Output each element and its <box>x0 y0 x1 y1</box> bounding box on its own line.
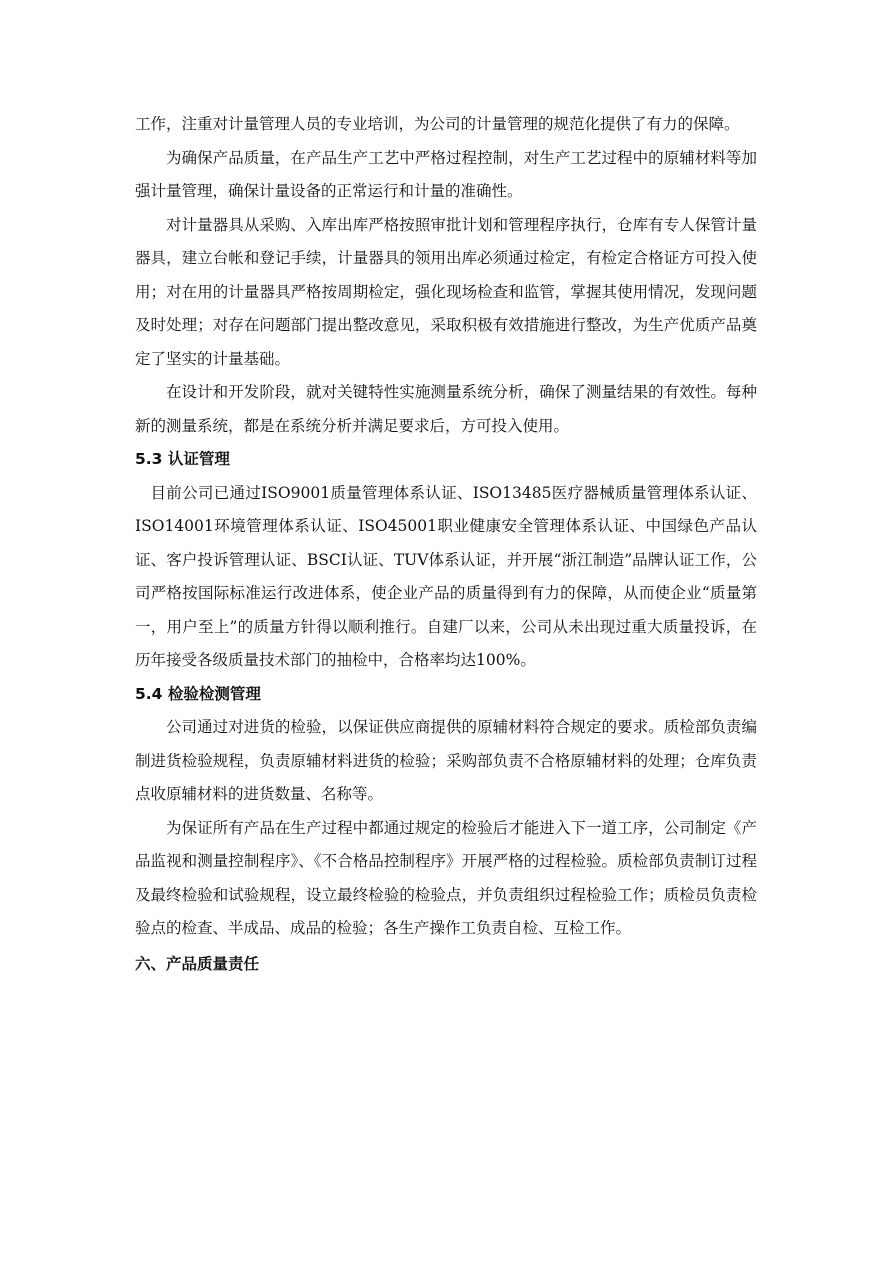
paragraph-incoming-inspection: 公司通过对进货的检验，以保证供应商提供的原辅材料符合规定的要求。质检部负责编制进货检验规程，负责原辅材料进货的检验；采购部负责不合格原辅材料的处理；仓库负责点收原辅材料的进货数量、名称等。 <box>135 718 757 803</box>
paragraph-measurement-system: 在设计和开发阶段，就对关键特性实施测量系统分析，确保了测量结果的有效性。每种新的测量系统，都是在系统分析并满足要求后，方可投入使用。 <box>135 383 757 435</box>
heading-product-quality-responsibility: 六、产品质量责任 <box>135 954 260 973</box>
heading-inspection-management: 5.4 检验检测管理 <box>135 684 261 703</box>
paragraph-process-control: 为确保产品质量，在产品生产工艺中严格过程控制，对生产工艺过程中的原辅材料等加强计量管理，确保计量设备的正常运行和计量的准确性。 <box>135 148 757 200</box>
document-page <box>135 108 757 981</box>
paragraph-instrument-management: 对计量器具从采购、入库出库严格按照审批计划和管理程序执行，仓库有专人保管计量器具，建立台帐和登记手续，计量器具的领用出库必须通过检定，有检定合格证方可投入使用；对在用的计量器具严格按周期检定，强化现场检查和监管，掌握其使用情况，发现问题及时处理；对存在问题部门提出整改意见，采取积极有效措施进行整改，为生产优质产品奠定了坚实的计量基础。 <box>135 215 757 368</box>
paragraph-certifications: 目前公司已通过ISO9001质量管理体系认证、ISO13485医疗器械质量管理体系认证、ISO14001环境管理体系认证、ISO45001职业健康安全管理体系认证、中国绿色产品认证、客户投诉管理认证、BSCI认证、TUV体系认证，并开展“浙江制造”品牌认证工作，公司严格按国际标准运行改进体系，使企业产品的质量得到有力的保障，从而使企业“质量第一，用户至上”的质量方针得以顺利推行。自建厂以来，公司从未出现过重大质量投诉，在历年接受各级质量技术部门的抽检中，合格率均达100%。 <box>135 483 757 669</box>
paragraph-metrology-training: 工作，注重对计量管理人员的专业培训，为公司的计量管理的规范化提供了有力的保障。 <box>135 115 740 133</box>
paragraph-process-inspection: 为保证所有产品在生产过程中都通过规定的检验后才能进入下一道工序，公司制定《产品监视和测量控制程序》、《不合格品控制程序》开展严格的过程检验。质检部负责制订过程及最终检验和试验规程，设立最终检验的检验点，并负责组织过程检验工作；质检员负责检验点的检查、半成品、成品的检验；各生产操作工负责自检、互检工作。 <box>135 818 757 937</box>
heading-certification-management: 5.3 认证管理 <box>135 450 230 468</box>
